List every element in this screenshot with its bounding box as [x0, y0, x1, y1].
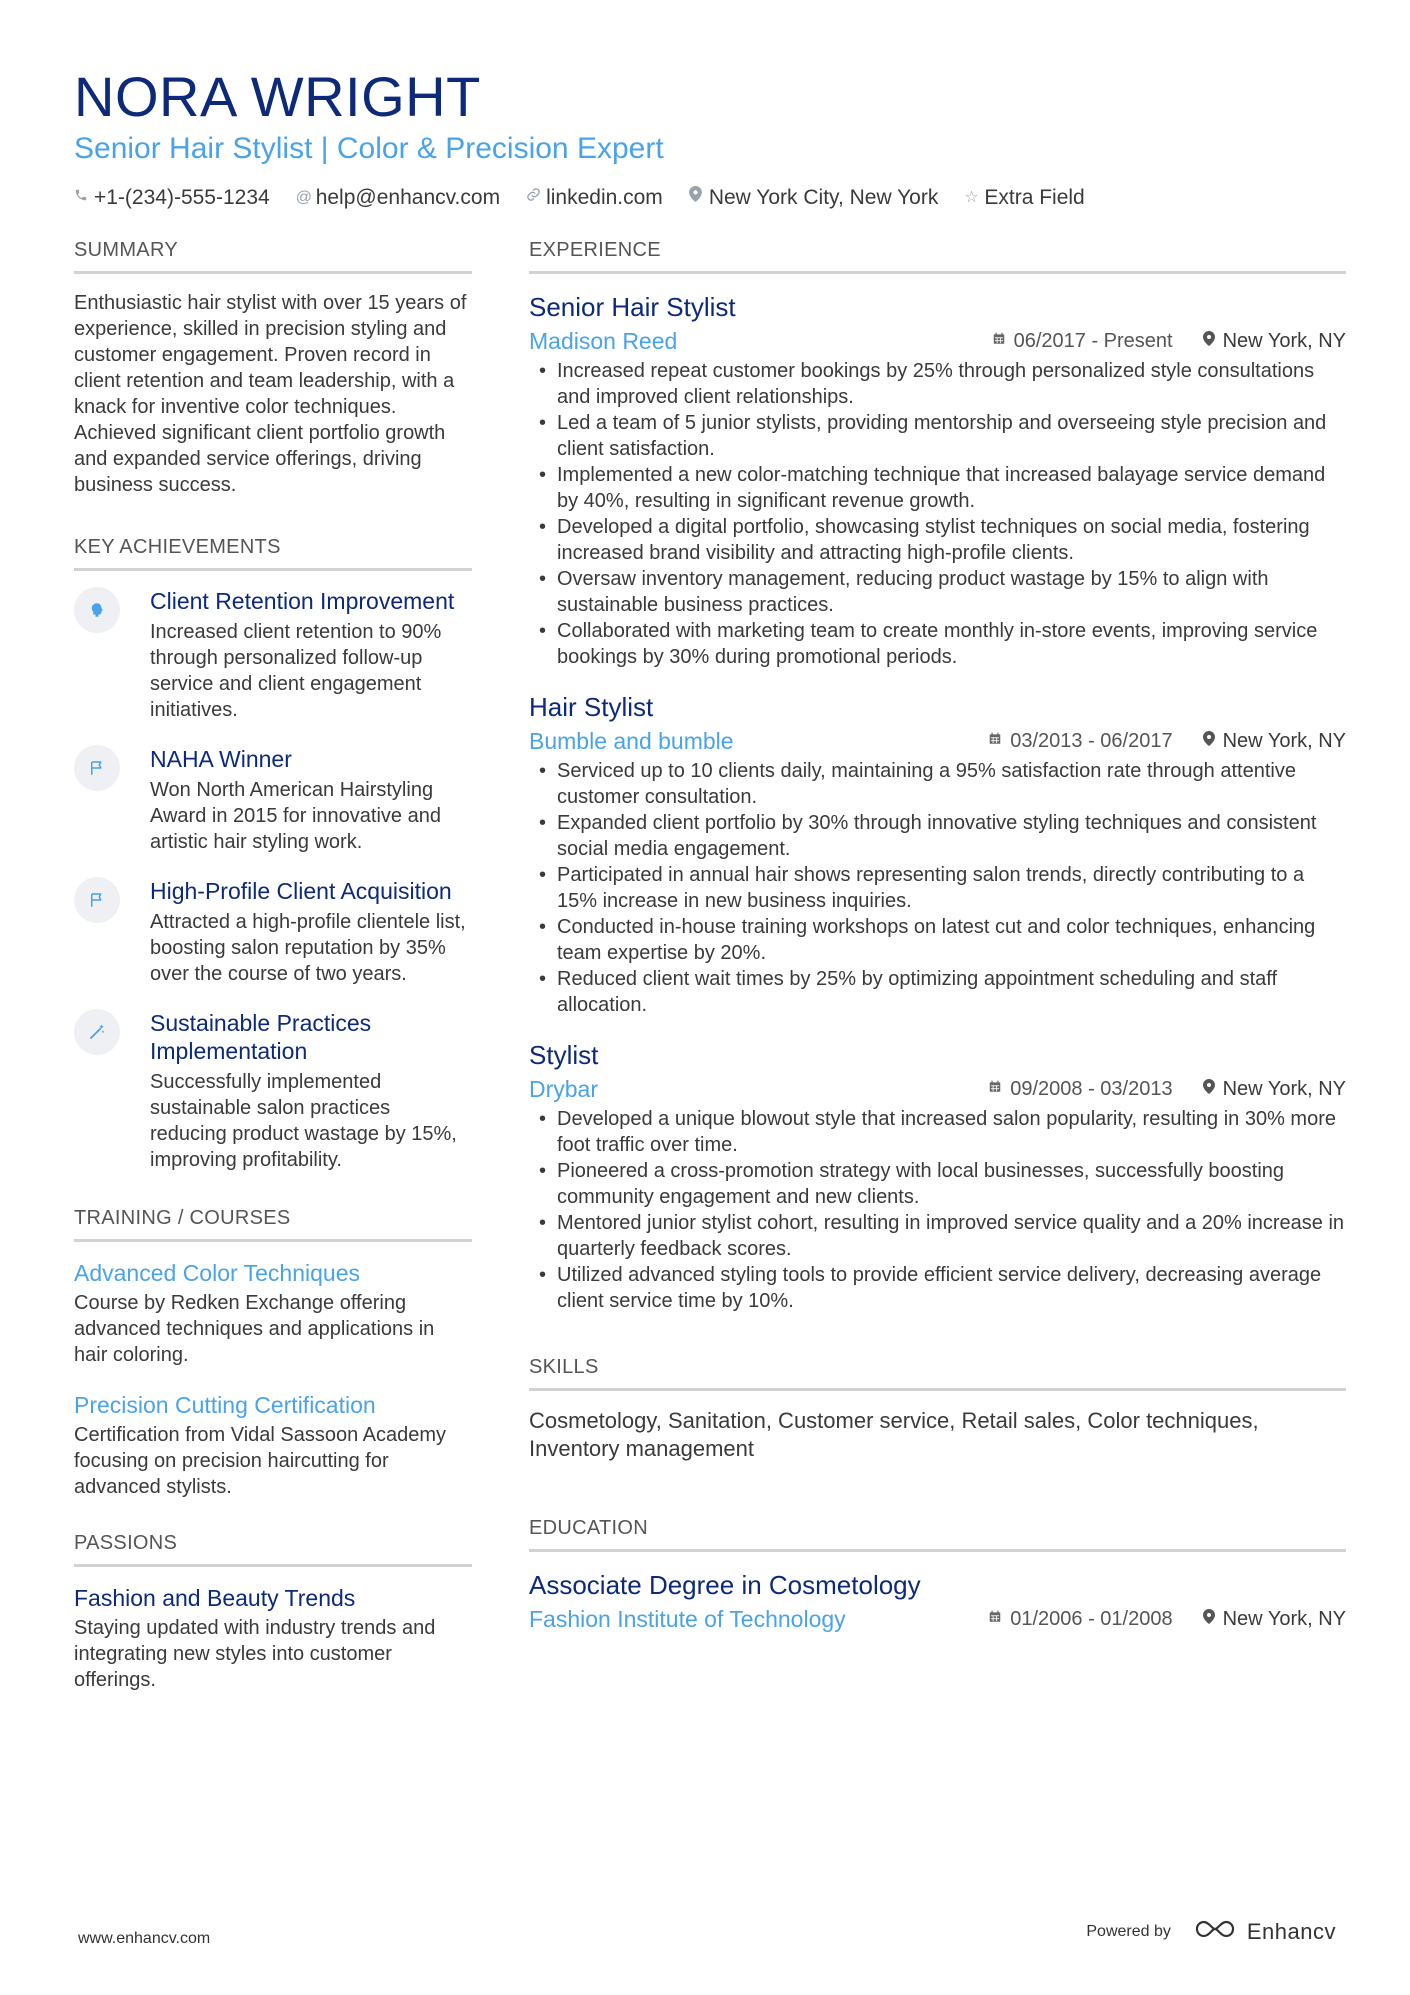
phone-icon — [74, 184, 88, 212]
at-icon: @ — [295, 189, 312, 206]
contact-location — [689, 184, 939, 212]
company-name: Madison Reed — [529, 328, 678, 354]
summary-section — [74, 237, 472, 498]
job-title: Stylist — [529, 1040, 599, 1070]
calendar-icon — [988, 1079, 1002, 1099]
training-item — [74, 1390, 472, 1500]
contact-location-text: New York City, New York — [708, 186, 939, 209]
candidate-title: Senior Hair Stylist | Color & Precision Expert — [74, 132, 664, 165]
job-bullet: • Implemented a new color-matching technique that increased balayage service demand by 40%, resulting in significant revenue growth. — [529, 462, 1346, 514]
job-bullet: • Conducted in-house training workshops on latest cut and color techniques, enhancing team expertise by 20%. — [529, 914, 1346, 966]
training-item — [74, 1258, 472, 1368]
job-entry — [529, 690, 1346, 1018]
job-bullet: • Utilized advanced styling tools to provide efficient service delivery, decreasing average client service time by 10%. — [529, 1262, 1346, 1314]
passion-desc: Staying updated with industry trends and integrating new styles into customer offerings. — [74, 1617, 436, 1691]
contact-extra — [964, 184, 1084, 212]
job-bullet: • Serviced up to 10 clients daily, maintaining a 95% satisfaction rate through attentive customer consultation. — [529, 758, 1346, 810]
job-entry — [529, 1038, 1346, 1314]
skills-text: Cosmetology, Sanitation, Customer service, Retail sales, Color techniques, Inventory management — [529, 1408, 1259, 1461]
achievement-desc: Increased client retention to 90% through personalized follow-up service and client engagement initiatives. — [150, 621, 442, 721]
brain-icon — [74, 587, 120, 633]
calendar-icon — [988, 731, 1002, 751]
contact-email[interactable] — [296, 184, 500, 212]
job-bullet: • Collaborated with marketing team to create monthly in-store events, improving service bookings by 30% during promotional periods. — [529, 618, 1346, 670]
location-pin-icon — [1203, 331, 1215, 351]
training-section — [74, 1205, 472, 1500]
achievement-item — [74, 587, 472, 723]
flag-icon — [74, 745, 120, 791]
school-name: Fashion Institute of Technology — [529, 1606, 846, 1632]
enhancv-logo-icon — [1193, 1918, 1237, 1945]
powered-by-label: Powered by — [1086, 1922, 1171, 1940]
achievement-title: High-Profile Client Acquisition — [150, 878, 452, 904]
training-heading: TRAINING / COURSES — [74, 1205, 472, 1242]
contact-email-text: help@enhancv.com — [315, 186, 501, 209]
education-heading: EDUCATION — [529, 1515, 1346, 1552]
job-bullet: • Reduced client wait times by 25% by optimizing appointment scheduling and staff allocation. — [529, 966, 1346, 1018]
achievement-title: Client Retention Improvement — [150, 588, 455, 614]
skills-section — [529, 1354, 1346, 1463]
job-location: New York, NY — [1222, 329, 1346, 352]
job-location: New York, NY — [1222, 729, 1346, 752]
achievement-desc: Attracted a high-profile clientele list, boosting salon reputation by 35% over the course of two years. — [150, 911, 466, 985]
passion-title: Fashion and Beauty Trends — [74, 1585, 356, 1611]
location-pin-icon — [1203, 1079, 1215, 1099]
training-desc: Certification from Vidal Sassoon Academy focusing on precision haircutting for advanced stylists. — [74, 1424, 447, 1498]
flag-icon — [74, 877, 120, 923]
education-dates: 01/2006 - 01/2008 — [1010, 1607, 1173, 1630]
job-bullet: • Oversaw inventory management, reducing product wastage by 15% to align with sustainable business practices. — [529, 566, 1346, 618]
calendar-icon — [992, 331, 1006, 351]
job-location: New York, NY — [1222, 1077, 1346, 1100]
education-location: New York, NY — [1222, 1607, 1346, 1630]
right-column — [529, 237, 1346, 1636]
training-title: Precision Cutting Certification — [74, 1392, 376, 1418]
contact-extra-text: Extra Field — [984, 186, 1085, 209]
resume-page — [74, 64, 1346, 1691]
training-title: Advanced Color Techniques — [74, 1260, 360, 1286]
company-name: Drybar — [529, 1076, 599, 1102]
star-icon: ☆ — [964, 189, 979, 206]
job-bullets — [529, 758, 1346, 1018]
contact-phone-text: +1-(234)-555-1234 — [94, 186, 270, 209]
passions-section — [74, 1530, 472, 1693]
summary-heading: SUMMARY — [74, 237, 472, 274]
passions-heading: PASSIONS — [74, 1530, 472, 1567]
achievements-section — [74, 534, 472, 1173]
skills-heading: SKILLS — [529, 1354, 1346, 1391]
achievement-desc: Successfully implemented sustainable salon practices reducing product wastage by 15%, improving profitability. — [150, 1071, 457, 1171]
experience-section — [529, 237, 1346, 1314]
job-bullet: • Mentored junior stylist cohort, resulting in improved service quality and a 20% increase in quarterly feedback scores. — [529, 1210, 1346, 1262]
degree-title: Associate Degree in Cosmetology — [529, 1570, 921, 1600]
location-pin-icon — [689, 184, 703, 212]
contact-phone[interactable] — [74, 184, 270, 212]
footer-branding — [1086, 1918, 1336, 1945]
link-icon — [526, 184, 540, 212]
job-bullet: • Pioneered a cross-promotion strategy with local businesses, successfully boosting community engagement and new clients. — [529, 1158, 1346, 1210]
contact-linkedin[interactable] — [526, 184, 663, 212]
education-section — [529, 1515, 1346, 1634]
job-bullet: • Developed a unique blowout style that increased salon popularity, resulting in 30% more foot traffic over time. — [529, 1106, 1346, 1158]
job-bullets — [529, 1106, 1346, 1314]
training-desc: Course by Redken Exchange offering advanced techniques and applications in hair coloring. — [74, 1292, 435, 1366]
job-dates: 06/2017 - Present — [1013, 329, 1173, 352]
job-bullet: • Participated in annual hair shows representing salon trends, directly contributing to a 15% increase in new business inquiries. — [529, 862, 1346, 914]
achievement-item — [74, 1009, 472, 1173]
location-pin-icon — [1203, 1609, 1215, 1629]
job-title: Senior Hair Stylist — [529, 292, 736, 322]
summary-text: Enthusiastic hair stylist with over 15 years of experience, skilled in precision styling and customer engagement. Proven record in client retention and team leadership, with a knack for inventive color techniques. Achieved significant client portfolio growth and expanded service offerings, driving business success. — [74, 292, 467, 496]
achievement-desc: Won North American Hairstyling Award in 2015 for innovative and artistic hair styling work. — [150, 779, 441, 853]
job-bullet: • Expanded client portfolio by 30% through innovative styling techniques and consistent social media engagement. — [529, 810, 1346, 862]
location-pin-icon — [1203, 731, 1215, 751]
job-dates: 09/2008 - 03/2013 — [1010, 1077, 1173, 1100]
magic-wand-icon — [74, 1009, 120, 1055]
job-entry — [529, 290, 1346, 670]
footer-website[interactable]: www.enhancv.com — [78, 1930, 211, 1947]
contact-linkedin-text: linkedin.com — [546, 186, 663, 209]
left-column — [74, 237, 472, 1715]
job-bullet: • Developed a digital portfolio, showcasing stylist techniques on social media, fostering increased brand visibility and attracting high-profile clients. — [529, 514, 1346, 566]
job-bullets — [529, 358, 1346, 670]
passion-item — [74, 1583, 472, 1693]
company-name: Bumble and bumble — [529, 728, 734, 754]
job-bullet: • Increased repeat customer bookings by 25% through personalized style consultations and improved client relationships. — [529, 358, 1346, 410]
calendar-icon — [988, 1609, 1002, 1629]
candidate-name: NORA WRIGHT — [74, 65, 481, 128]
brand-name: Enhancv — [1246, 1918, 1336, 1944]
achievement-title: NAHA Winner — [150, 746, 292, 772]
achievements-heading: KEY ACHIEVEMENTS — [74, 534, 472, 571]
job-bullet: • Led a team of 5 junior stylists, providing mentorship and overseeing style precision and client satisfaction. — [529, 410, 1346, 462]
job-dates: 03/2013 - 06/2017 — [1010, 729, 1173, 752]
experience-heading: EXPERIENCE — [529, 237, 1346, 274]
achievement-item — [74, 877, 472, 987]
contact-bar — [74, 184, 1346, 212]
achievement-title: Sustainable Practices Implementation — [150, 1010, 372, 1064]
achievement-item — [74, 745, 472, 855]
job-title: Hair Stylist — [529, 692, 654, 722]
